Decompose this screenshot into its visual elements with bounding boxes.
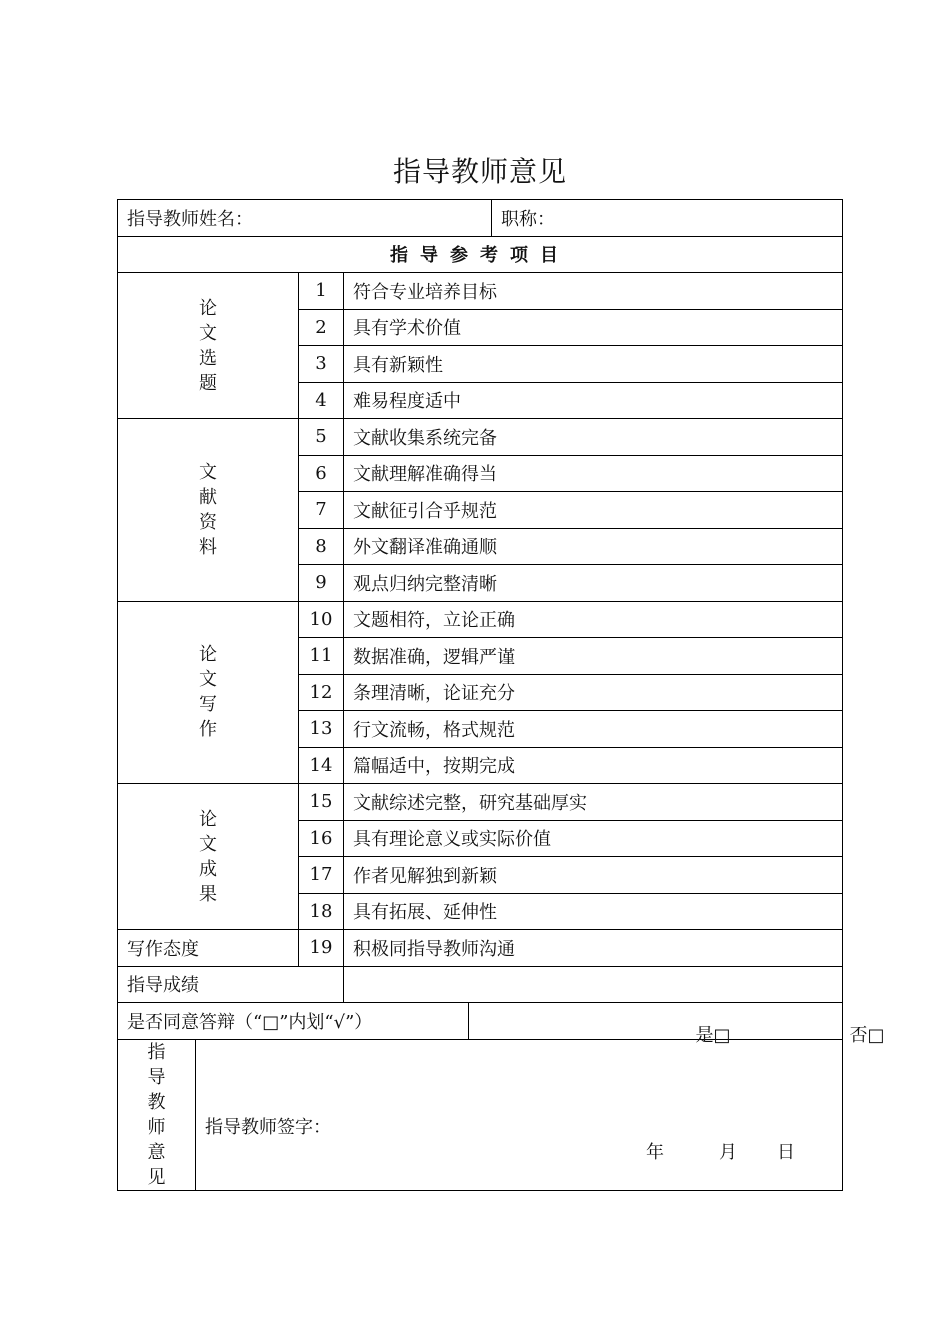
attitude-text: 积极同指导教师沟通 [344, 930, 843, 967]
criteria-number: 9 [299, 565, 344, 602]
signature-label: 指导教师签字： [205, 1116, 331, 1138]
group-label-char: 献 [199, 486, 217, 508]
opinion-label [118, 1039, 196, 1190]
opinion-label-char: 意 [147, 1141, 166, 1163]
criteria-text: 难易程度适中 [344, 382, 843, 419]
group-label-char: 写 [199, 694, 217, 716]
opinion-label-char: 见 [147, 1166, 166, 1188]
criteria-number: 5 [299, 419, 344, 456]
opinion-label-char: 导 [147, 1066, 166, 1088]
criteria-text: 数据准确，逻辑严谨 [344, 638, 843, 675]
criteria-number: 1 [299, 273, 344, 310]
criteria-text: 具有拓展、延伸性 [344, 893, 843, 930]
defense-agree-label: 是否同意答辩（“□”内划“√”） [118, 1003, 469, 1040]
agree-no-checkbox[interactable]: 否□ [849, 1024, 885, 1046]
criteria-text: 外文翻译准确通顺 [344, 528, 843, 565]
agree-yes-checkbox[interactable]: 是□ [695, 1024, 731, 1046]
defense-agree-options [469, 1003, 885, 1046]
criteria-text: 文献综述完整，研究基础厚实 [344, 784, 843, 821]
group-label [118, 784, 299, 930]
attitude-row [118, 930, 843, 967]
criteria-number: 4 [299, 382, 344, 419]
criteria-number: 2 [299, 309, 344, 346]
defense-agree-row [118, 1003, 843, 1040]
attitude-number: 19 [299, 930, 344, 967]
opinion-label-char: 指 [147, 1041, 166, 1063]
date-month: 月 [719, 1141, 737, 1163]
criteria-number: 11 [299, 638, 344, 675]
group-label-char: 文 [199, 461, 217, 483]
advisor-name-label: 指导教师姓名： [127, 208, 253, 230]
criteria-text: 文献征引合乎规范 [344, 492, 843, 529]
advisor-opinion-form [117, 199, 885, 1191]
opinion-content-area[interactable] [196, 1039, 843, 1190]
criteria-text: 篇幅适中，按期完成 [344, 747, 843, 784]
criteria-text: 观点归纳完整清晰 [344, 565, 843, 602]
criteria-number: 13 [299, 711, 344, 748]
grade-input[interactable] [344, 966, 843, 1003]
group-label-char: 文 [199, 322, 217, 344]
advisor-rank-field[interactable] [492, 200, 843, 237]
criteria-number: 15 [299, 784, 344, 821]
criteria-text: 具有理论意义或实际价值 [344, 820, 843, 857]
criteria-text: 文献理解准确得当 [344, 455, 843, 492]
criteria-text: 符合专业培养目标 [344, 273, 843, 310]
group-label [118, 601, 299, 784]
criteria-number: 6 [299, 455, 344, 492]
opinion-label-char: 教 [147, 1091, 166, 1113]
criteria-number: 17 [299, 857, 344, 894]
criteria-text: 行文流畅，格式规范 [344, 711, 843, 748]
grade-label: 指导成绩 [118, 966, 344, 1003]
group-label-char: 料 [199, 536, 217, 558]
criteria-row [118, 784, 843, 821]
criteria-number: 14 [299, 747, 344, 784]
grade-row [118, 966, 843, 1003]
group-label-char: 论 [199, 644, 217, 666]
advisor-name-field[interactable] [118, 200, 492, 237]
group-label [118, 273, 299, 419]
criteria-row [118, 601, 843, 638]
criteria-number: 18 [299, 893, 344, 930]
group-label [118, 419, 299, 602]
criteria-number: 7 [299, 492, 344, 529]
criteria-number: 8 [299, 528, 344, 565]
criteria-text: 具有新颖性 [344, 346, 843, 383]
criteria-text: 文献收集系统完备 [344, 419, 843, 456]
criteria-number: 3 [299, 346, 344, 383]
criteria-text: 具有学术价值 [344, 309, 843, 346]
criteria-text: 条理清晰，论证充分 [344, 674, 843, 711]
criteria-text: 作者见解独到新颖 [344, 857, 843, 894]
date-year: 年 [646, 1141, 664, 1163]
group-label-char: 选 [199, 347, 217, 369]
group-label-char: 论 [199, 297, 217, 319]
signature-date [646, 1138, 795, 1164]
opinion-row [118, 1039, 843, 1190]
group-label-char: 文 [199, 833, 217, 855]
criteria-text: 文题相符，立论正确 [344, 601, 843, 638]
criteria-number: 12 [299, 674, 344, 711]
opinion-label-char: 师 [147, 1116, 166, 1138]
group-label-char: 成 [199, 858, 217, 880]
criteria-number: 16 [299, 820, 344, 857]
criteria-number: 10 [299, 601, 344, 638]
page-title: 指导教师意见 [392, 155, 567, 188]
group-label-char: 文 [199, 669, 217, 691]
section-heading: 指导参考项目 [118, 236, 843, 273]
group-label-char: 作 [199, 719, 217, 741]
date-day: 日 [777, 1141, 795, 1163]
criteria-row [118, 419, 843, 456]
group-label-char: 论 [199, 808, 217, 830]
attitude-label: 写作态度 [118, 930, 299, 967]
group-label-char: 果 [199, 883, 217, 905]
group-label-char: 题 [199, 372, 217, 394]
criteria-row [118, 273, 843, 310]
group-label-char: 资 [199, 511, 217, 533]
advisor-rank-label: 职称： [501, 208, 555, 230]
